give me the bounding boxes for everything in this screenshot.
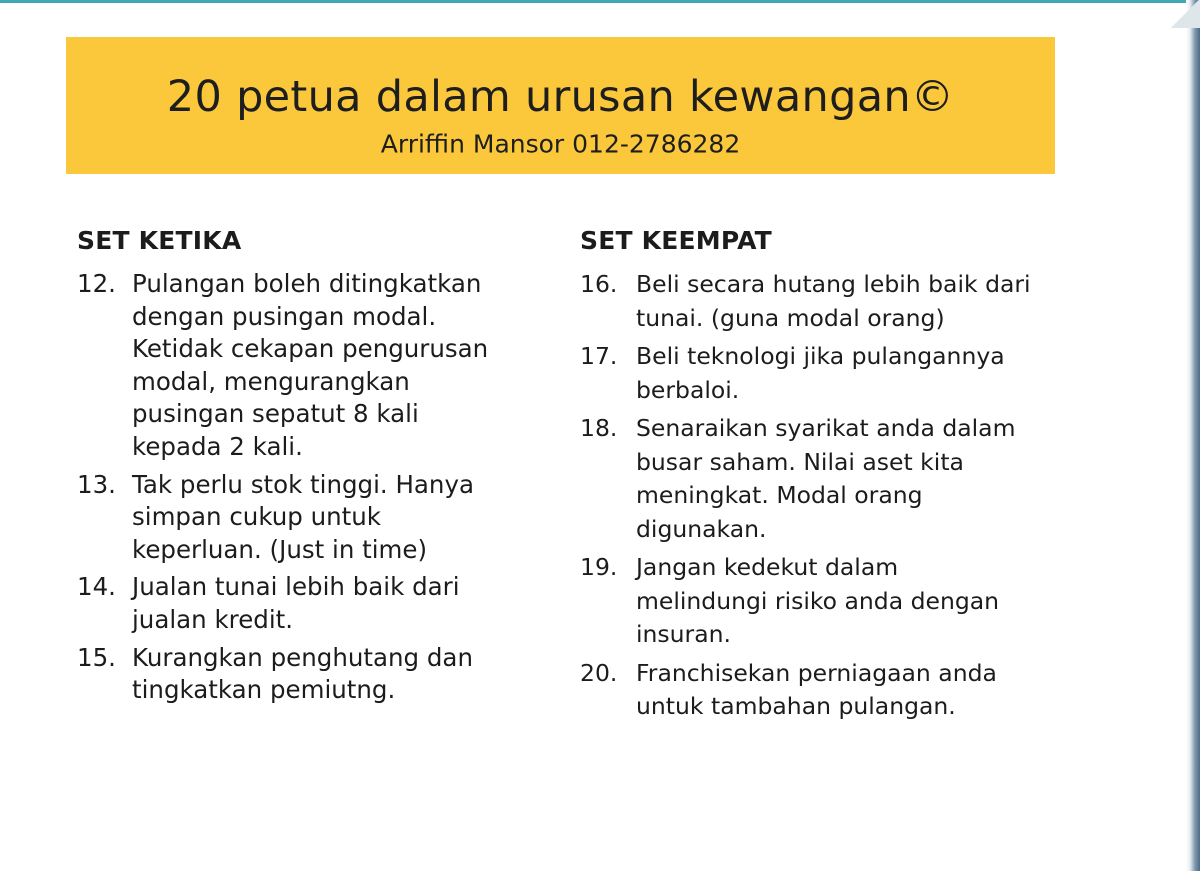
tip-text: Jangan kedekut dalam melindungi risiko anda dengan insuran. [636,553,1000,648]
tip-text: Pulangan boleh ditingkatkan dengan pusingan modal. Ketidak cekapan pengurusan modal, mengurangkan pusingan sepatut 8 kali kepada 2 kali. [132,269,489,461]
tip-text: Senaraikan syarikat anda dalam busar saham. Nilai aset kita meningkat. Modal orang digunakan. [636,414,1016,543]
tip-number: 19. [580,553,618,581]
tip-item-18 [580,412,1060,546]
tip-text: Franchisekan perniagaan anda untuk tambahan pulangan. [636,658,997,720]
tip-item-13 [77,469,547,567]
tip-number: 13. [77,469,116,499]
tip-number: 17. [580,342,618,370]
set-ketika-section [77,222,547,712]
set-ketika-heading: SET KETIKA [77,226,242,255]
tip-number: 15. [77,642,116,672]
author-contact: Arriffin Mansor 012-2786282 [380,129,741,159]
scan-corner-fold [1170,0,1200,28]
tip-text: Tak perlu stok tinggi. Hanya simpan cukup untuk keperluan. (Just in time) [132,469,474,564]
tip-number: 12. [77,269,116,298]
tip-number: 16. [580,270,618,298]
tip-text: Jualan tunai lebih baik dari jualan kredit. [132,572,460,634]
tip-number: 18. [580,414,618,442]
page-title: 20 petua dalam urusan kewangan© [166,72,955,122]
set-keempat-list [580,268,1060,724]
scan-edge-top [0,0,1200,3]
tip-item-12 [77,268,547,464]
set-keempat-heading: SET KEEMPAT [580,226,772,255]
tip-text: Beli teknologi jika pulangannya berbaloi. [636,342,1005,404]
tip-item-15 [77,642,547,707]
tip-number: 20. [580,658,618,687]
tip-item-16 [580,268,1060,335]
tip-item-14 [77,571,547,636]
tip-item-19 [580,551,1060,652]
tip-text: Kurangkan penghutang dan tingkatkan pemiutng. [132,642,473,705]
set-ketika-list [77,268,547,707]
scan-edge-right [1186,0,1200,871]
tip-text: Beli secara hutang lebih baik dari tunai. (guna modal orang) [636,270,1031,332]
set-keempat-section [580,222,1060,729]
tip-item-17 [580,340,1060,407]
title-banner [66,37,1055,174]
tip-item-20 [580,657,1060,724]
tip-number: 14. [77,572,116,602]
